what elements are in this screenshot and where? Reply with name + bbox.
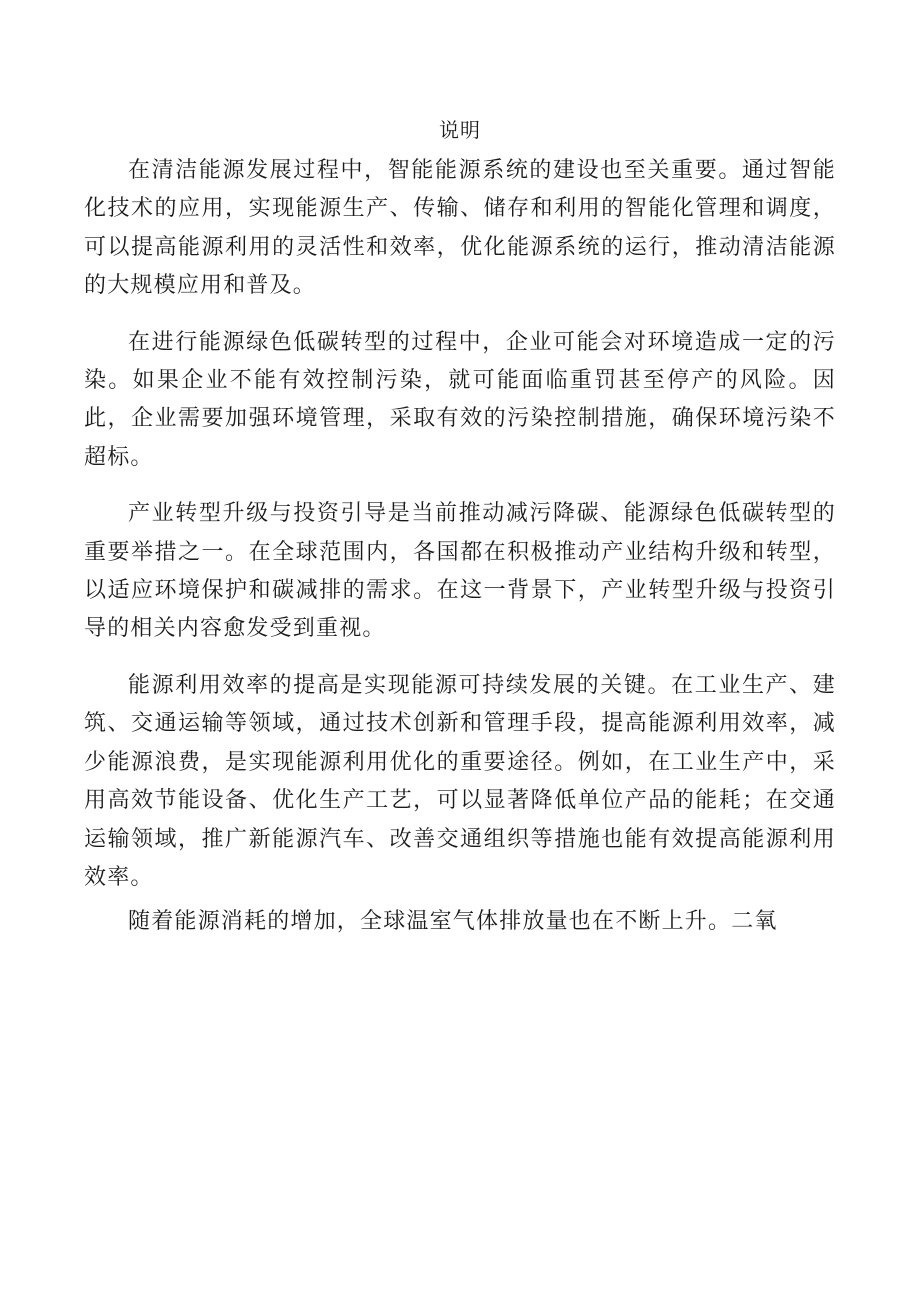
document-page [84, 112, 836, 942]
paragraph-smart-energy: 在清洁能源发展过程中，智能能源系统的建设也至关重要。通过智能化技术的应用，实现能源生产、传输、储存和利用的智能化管理和调度，可以提高能源利用的灵活性和效率，优化能源系统的运行，推动清洁能源的大规模应用和普及。 [84, 158, 836, 299]
paragraph-pollution-control: 在进行能源绿色低碳转型的过程中，企业可能会对环境造成一定的污染。如果企业不能有效控制污染，就可能面临重罚甚至停产的风险。因此，企业需要加强环境管理，采取有效的污染控制措施，确保环境污染不超标。 [84, 329, 836, 470]
document-title: 说明 [439, 118, 481, 142]
paragraph-industrial-transformation: 产业转型升级与投资引导是当前推动减污降碳、能源绿色低碳转型的重要举措之一。在全球范围内，各国都在积极推动产业结构升级和转型，以适应环境保护和碳减排的需求。在这一背景下，产业转型升级与投资引导的相关内容愈发受到重视。 [84, 501, 836, 642]
paragraph-energy-efficiency: 能源利用效率的提高是实现能源可持续发展的关键。在工业生产、建筑、交通运输等领域，通过技术创新和管理手段，提高能源利用效率，减少能源浪费，是实现能源利用优化的重要途径。例如，在工业生产中，采用高效节能设备、优化生产工艺，可以显著降低单位产品的能耗；在交通运输领域，推广新能源汽车、改善交通组织等措施也能有效提高能源利用效率。 [84, 672, 836, 890]
paragraph-greenhouse-emissions: 随着能源消耗的增加，全球温室气体排放量也在不断上升。二氧 [128, 909, 778, 935]
